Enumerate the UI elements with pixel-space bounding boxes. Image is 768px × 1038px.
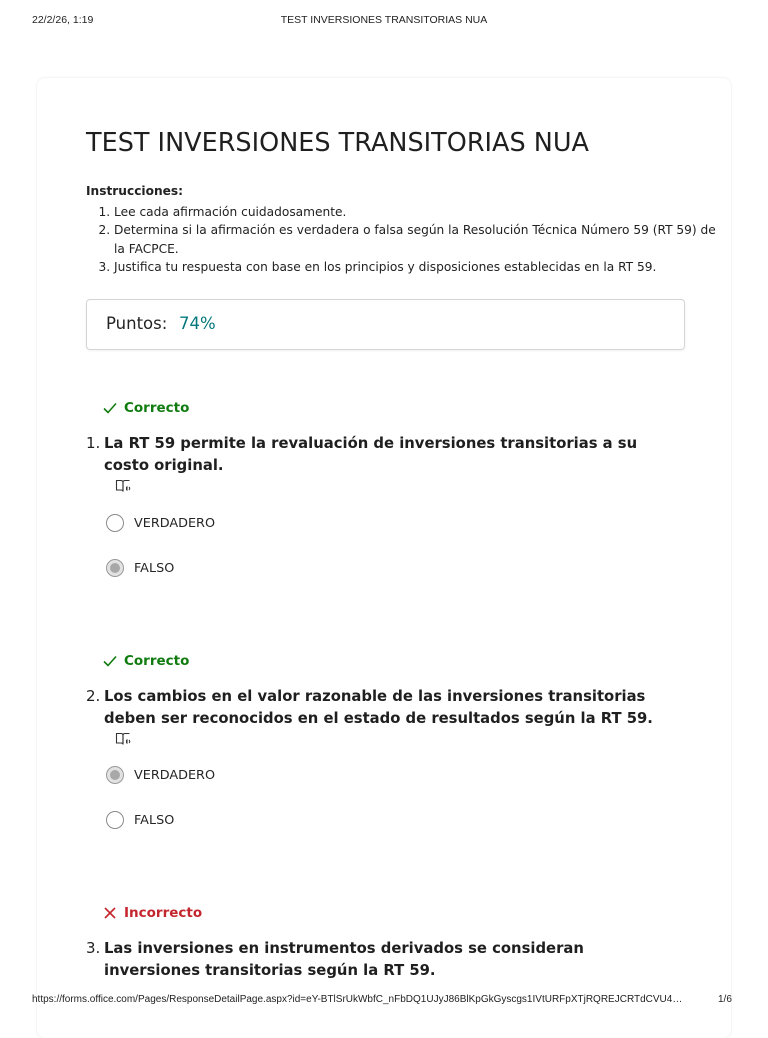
immersive-reader-icon[interactable] <box>115 478 133 494</box>
instruction-item: 2. Determina si la afirmación es verdadera o falsa según la Resolución Técnica Número 59 (RT 59) de la FACPCE. <box>114 221 726 258</box>
question-text: Las inversiones en instrumentos derivados se consideran inversiones transitorias según la RT 59. <box>104 940 584 979</box>
immersive-reader-icon[interactable] <box>115 731 133 747</box>
question-text: La RT 59 permite la revaluación de inversiones transitorias a su costo original. <box>104 435 638 474</box>
option-falso[interactable] <box>106 559 174 577</box>
question-number: 2. <box>86 687 101 705</box>
radio-button[interactable] <box>106 514 124 532</box>
form-title: TEST INVERSIONES TRANSITORIAS NUA <box>86 128 589 158</box>
checkmark-icon <box>102 400 118 416</box>
question-2 <box>86 653 726 853</box>
instructions-heading: Instrucciones: <box>86 184 184 198</box>
instructions <box>86 182 726 277</box>
option-verdadero[interactable] <box>106 766 215 784</box>
option-label: VERDADERO <box>134 767 216 783</box>
question-number: 1. <box>86 434 101 452</box>
result-label: Incorrecto <box>124 905 203 921</box>
option-label: VERDADERO <box>134 515 216 531</box>
score-label: Puntos: <box>106 314 168 333</box>
result-label: Correcto <box>124 400 190 416</box>
option-verdadero[interactable] <box>106 514 215 532</box>
print-header <box>0 14 768 30</box>
question-3 <box>86 905 726 985</box>
score-box <box>86 299 685 350</box>
print-datetime: 22/2/26, 1:19 <box>32 14 94 26</box>
question-1 <box>86 400 726 600</box>
option-falso[interactable] <box>106 811 174 829</box>
question-number: 3. <box>86 939 101 957</box>
score-value: 74% <box>179 314 216 333</box>
result-correct <box>102 653 189 669</box>
print-footer <box>0 994 768 1008</box>
option-label: FALSO <box>134 812 175 828</box>
page-url: https://forms.office.com/Pages/ResponseDetailPage.aspx?id=eY-BTlSrUkWbfC_nFbDQ1UJyJ86BlKpGkGyscgs1IVtURFpXTjRQREJCRTdCVU4… <box>32 994 683 1005</box>
instruction-item: 1. Lee cada afirmación cuidadosamente. <box>114 203 726 222</box>
radio-button-selected[interactable] <box>106 559 124 577</box>
radio-button[interactable] <box>106 811 124 829</box>
radio-button-selected[interactable] <box>106 766 124 784</box>
instruction-item: 3. Justifica tu respuesta con base en los principios y disposiciones establecidas en la RT 59. <box>114 258 726 277</box>
instructions-list <box>86 203 726 277</box>
option-label: FALSO <box>134 560 175 576</box>
question-text: Los cambios en el valor razonable de las inversiones transitorias deben ser reconocidos en el estado de resultados según la RT 59. <box>104 688 653 727</box>
result-label: Correcto <box>124 653 190 669</box>
page-number: 1/6 <box>718 994 732 1005</box>
result-correct <box>102 400 189 416</box>
print-title: TEST INVERSIONES TRANSITORIAS NUA <box>280 14 488 26</box>
close-icon <box>102 905 118 921</box>
result-incorrect <box>102 905 202 921</box>
checkmark-icon <box>102 653 118 669</box>
